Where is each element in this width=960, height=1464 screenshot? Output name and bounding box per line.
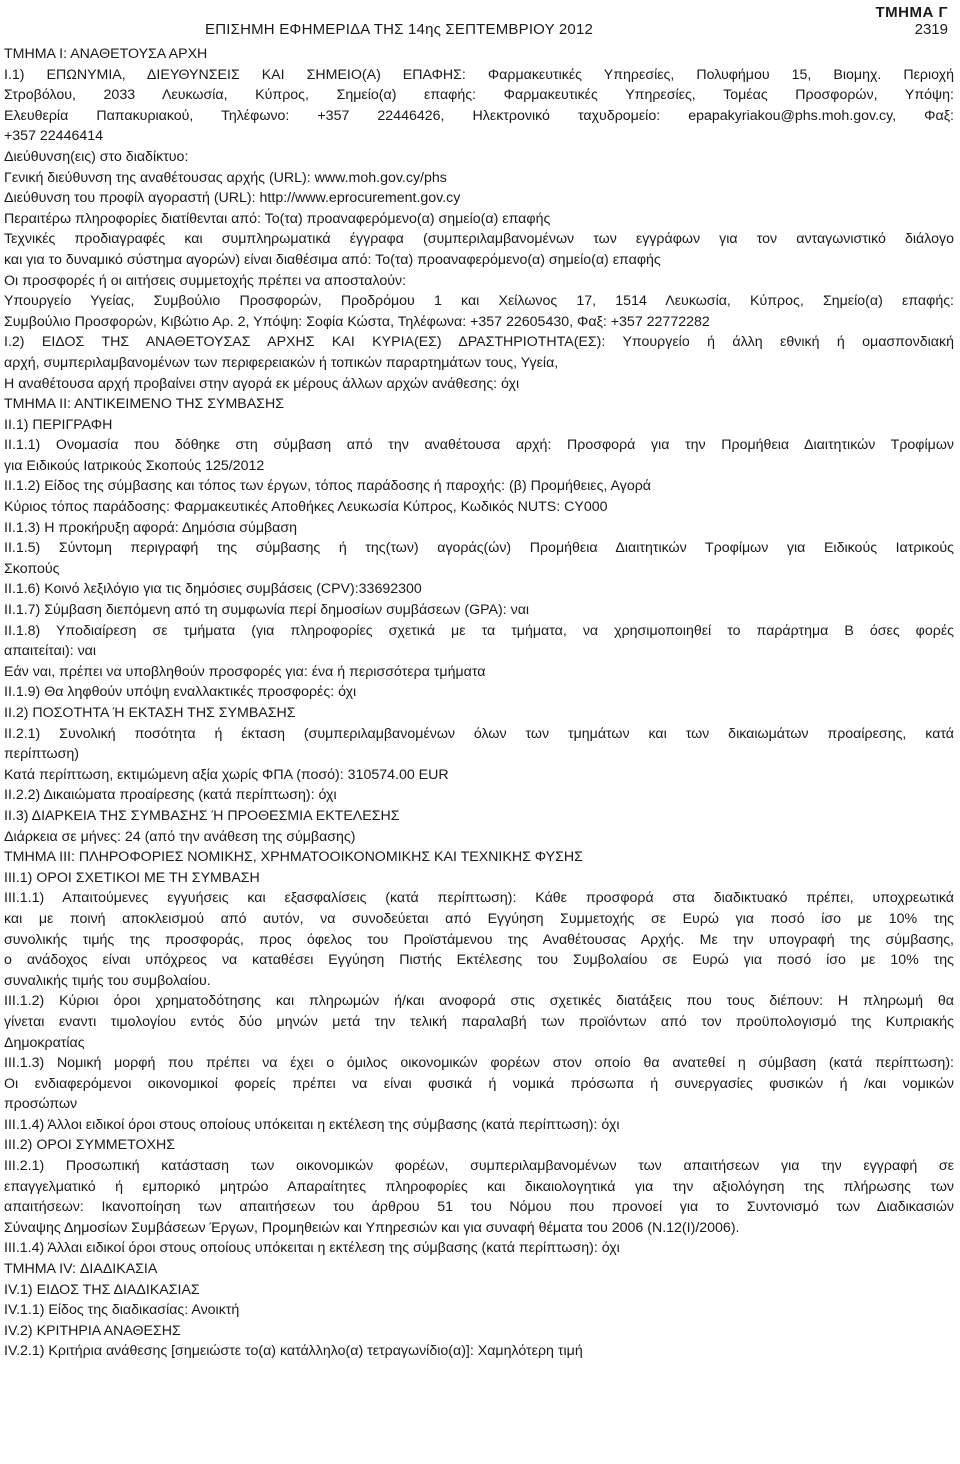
text-line: ΙΙΙ.1.3) Νομική μορφή που πρέπει να έχει ο όμιλος οικονομικών φορέων στον οποίο θα ανατεθεί η σύμβαση (κατά περίπτωση): bbox=[4, 1055, 954, 1072]
text-line: ΙΙΙ.1.4) Άλλαι ειδικοί όροι στους οποίους υπόκειται η εκτέλεση της σύμβασης (κατά περίπτωση): όχι bbox=[4, 1240, 620, 1257]
text-line: Διάρκεια σε μήνες: 24 (από την ανάθεση της σύμβασης) bbox=[4, 828, 356, 845]
text-line: ΙΙ.1) ΠΕΡΙΓΡΑΦΗ bbox=[4, 416, 113, 433]
text-line: ΤΜΗΜΑ ΙΙ: ΑΝΤΙΚΕΙΜΕΝΟ ΤΗΣ ΣΥΜΒΑΣΗΣ bbox=[4, 396, 284, 413]
text-line: και για το δυναμικό σύστημα αγορών) είναι διαθέσιμα από: Το(τα) προαναφερόμενο(α) σημείο(α) επαφής bbox=[4, 251, 661, 268]
text-line: ΤΜΗΜΑ Ι: ΑΝΑΘΕΤΟΥΣΑ ΑΡΧΗ bbox=[4, 46, 208, 62]
text-line: ο ανάδοχος είναι υπόχρεος να καταθέσει Εγγύηση Πιστής Εκτέλεσης του Συμβολαίου σε Ευρώ για ποσό ίσο με 10% της bbox=[4, 952, 954, 969]
gazette-title: ΕΠΙΣΗΜΗ ΕΦΗΜΕΡΙΔΑ ΤΗΣ 14ης ΣΕΠΤΕΜΒΡΙΟΥ 2012 bbox=[205, 21, 594, 38]
text-line: ΙΙ.3) ΔΙΑΡΚΕΙΑ ΤΗΣ ΣΥΜΒΑΣΗΣ Ή ΠΡΟΘΕΣΜΙΑ ΕΚΤΕΛΕΣΗΣ bbox=[4, 807, 400, 824]
text-line: γίνεται εναντι τιμολογίου εντός δύο μηνών μετά την τελική παραλαβή των προϊόντων από τον προϋπολογισμό της Κυπριακής bbox=[4, 1013, 954, 1030]
text-line: και με ποινή αποκλεισμού από αυτόν, να συνοδεύεται από Εγγύηση Συμμετοχής σε Ευρώ για ποσό ίσο με 10% της bbox=[4, 910, 954, 927]
text-line: ΙΙ.2) ΠΟΣΟΤΗΤΑ Ή ΕΚΤΑΣΗ ΤΗΣ ΣΥΜΒΑΣΗΣ bbox=[4, 705, 296, 721]
text-line: IV.2.1) Κριτήρια ανάθεσης [σημειώστε το(α) κατάλληλο(α) τετραγωνίδιο(α)]: Χαμηλότερη τιμή bbox=[4, 1343, 583, 1360]
text-line: Ι.2) ΕΙΔΟΣ ΤΗΣ ΑΝΑΘΕΤΟΥΣΑΣ ΑΡΧΗΣ ΚΑΙ ΚΥΡΙΑ(ΕΣ) ΔΡΑΣΤΗΡΙΟΤΗΤΑ(ΕΣ): Υπουργείο ή άλλη εθνική ή ομασπονδιακή bbox=[4, 334, 954, 351]
text-line: Συμβούλιο Προσφορών, Κιβώτιο Αρ. 2, Υπόψη: Σοφία Κώστα, Τηλέφωνα: +357 22605430, Φαξ: +357 22772282 bbox=[4, 313, 710, 330]
text-line: Διεύθυνση(εις) στο διαδίκτυο: bbox=[4, 148, 189, 165]
text-line: Η αναθέτουσα αρχή προβαίνει στην αγορά εκ μέρους άλλων αρχών ανάθεσης: όχι bbox=[4, 375, 520, 392]
text-line: Κατά περίπτωση, εκτιμώμενη αξία χωρίς ΦΠΑ (ποσό): 310574.00 EUR bbox=[4, 766, 449, 783]
text-line: ΙΙ.2.1) Συνολική ποσότητα ή έκταση (συμπεριλαμβανομένων όλων των τμημάτων και των δικαιωμάτων προαίρεσης, κατά bbox=[4, 725, 954, 742]
text-line: ΙΙ.1.3) Η προκήρυξη αφορά: Δημόσια σύμβαση bbox=[4, 519, 297, 536]
text-line: IV.1) ΕΙΔΟΣ ΤΗΣ ΔΙΑΔΙΚΑΣΙΑΣ bbox=[4, 1281, 200, 1298]
text-line: ΙΙΙ.2) ΟΡΟΙ ΣΥΜΜΕΤΟΧΗΣ bbox=[4, 1137, 175, 1154]
page-header bbox=[0, 0, 960, 42]
text-line: ΙΙΙ.1) ΟΡΟΙ ΣΧΕΤΙΚΟΙ ΜΕ ΤΗ ΣΥΜΒΑΣΗ bbox=[4, 869, 260, 886]
text-line: επαγγελματικό ή εμπορικό μητρώο Απαραίτητες πληροφορίες και δικαιολογητικά για την αξιολόγηση της πλήρωσης των bbox=[4, 1178, 954, 1195]
text-line: Υπουργείο Υγείας, Συμβούλιο Προσφορών, Προδρόμου 1 και Χείλωνος 17, 1514 Λευκωσία, Κύπρος, Σημείο(α) επαφής: bbox=[4, 293, 954, 310]
text-line: ΙΙ.1.7) Σύμβαση διεπόμενη από τη συμφωνία περί δημοσίων συμβάσεων (GPA): ναι bbox=[4, 602, 530, 619]
text-line: IV.2) ΚΡΙΤΗΡΙΑ ΑΝΑΘΕΣΗΣ bbox=[4, 1322, 181, 1339]
text-line: Στροβόλου, 2033 Λευκωσία, Κύπρος, Σημείο(α) επαφής: Φαρμακευτικές Υπηρεσίες, Τομέας Προσφορών, Υπόψη: bbox=[4, 87, 954, 104]
text-line: ΤΜΗΜΑ IV: ΔΙΑΔΙΚΑΣΙΑ bbox=[4, 1261, 158, 1278]
text-line: Τεχνικές προδιαγραφές και συμπληρωματικά έγγραφα (συμπεριλαμβανομένων των εγγράφων για τον ανταγωνιστικό διάλογο bbox=[4, 231, 954, 248]
text-line: Οι προσφορές ή οι αιτήσεις συμμετοχής πρέπει να αποσταλούν: bbox=[4, 272, 407, 289]
text-line: περίπτωση) bbox=[4, 746, 79, 763]
text-line: ΙΙΙ.1.2) Κύριοι όροι χρηματοδότησης και πληρωμών ή/και ανοφορά στις σχετικές διατάξεις που τους διέπουν: Η πληρωμή θα bbox=[4, 993, 954, 1010]
text-line: Ελευθερία Παπακυριακού, Τηλέφωνο: +357 22446426, Ηλεκτρονικό ταχυδρομείο: epapakyriakou@phs.moh.gov.cy, Φαξ: bbox=[4, 107, 954, 124]
text-line: ΙΙ.2.2) Δικαιώματα προαίρεσης (κατά περίπτωση): όχι bbox=[4, 787, 337, 804]
text-line: ΙΙΙ.2.1) Προσωπική κατάσταση των οικονομικών φορέων, συμπεριλαμβανομένων των απαιτήσεων για την εγγραφή σε bbox=[4, 1158, 954, 1175]
text-line: IV.1.1) Είδος της διαδικασίας: Ανοικτή bbox=[4, 1302, 240, 1319]
text-line: προσώπων bbox=[4, 1096, 78, 1113]
text-line: ΤΜΗΜΑ ΙΙΙ: ΠΛΗΡΟΦΟΡΙΕΣ ΝΟΜΙΚΗΣ, ΧΡΗΜΑΤΟΟΙΚΟΝΟΜΙΚΗΣ ΚΑΙ ΤΕΧΝΙΚΗΣ ΦΥΣΗΣ bbox=[4, 849, 583, 866]
page-number: 2319 bbox=[914, 21, 948, 38]
text-line: για Ειδικούς Ιατρικούς Σκοπούς 125/2012 bbox=[4, 457, 265, 474]
text-line: συναλικής τιμής του συμβολαίου. bbox=[4, 972, 211, 989]
text-line: ΙΙ.1.5) Σύντομη περιγραφή της σύμβασης ή της(των) αγοράς(ών) Προμήθεια Διαιτητικών Τροφίμων για Ειδικούς Ιατρικούς bbox=[4, 540, 954, 557]
text-line: Περαιτέρω πληροφορίες διατίθενται από: Το(τα) προαναφερόμενο(α) σημείο(α) επαφής bbox=[4, 210, 551, 227]
text-line: Οι ενδιαφερόμενοι οικονομικοί φορείς πρέπει να είναι φυσικά ή νομικά πρόσωπα ή συνεργασίες φυσικών ή /και νομικών bbox=[4, 1075, 954, 1092]
text-line: Διεύθυνση του προφίλ αγοραστή (URL): http://www.eprocurement.gov.cy bbox=[4, 190, 461, 207]
text-line: Εάν ναι, πρέπει να υποβληθούν προσφορές για: ένα ή περισσότερα τμήματα bbox=[4, 663, 486, 680]
text-line: ΙΙΙ.1.4) Άλλοι ειδικοί όροι στους οποίους υπόκειται η εκτέλεση της σύμβασης (κατά περίπτωση): όχι bbox=[4, 1116, 620, 1133]
text-line: Σκοπούς bbox=[4, 560, 60, 577]
text-line: ΙΙΙ.1.1) Απαιτούμενες εγγυήσεις και εξασφαλίσεις (κατά περίπτωση): Κάθε προσφορά στα διαδικτυακό πρέπει, υποχρεωτικά bbox=[4, 890, 954, 907]
text-line: αρχή, συμπεριλαμβανομένων των περιφερειακών ή τοπικών παραρτημάτων τους, Υγεία, bbox=[4, 354, 559, 371]
text-line: +357 22446414 bbox=[4, 128, 104, 145]
text-line: ΙΙ.1.8) Υποδιαίρεση σε τμήματα (για πληροφορίες σχετικά με τα τμήματα, να χρησιμοποιηθεί το παράρτημα Β όσες φορές bbox=[4, 622, 954, 639]
text-line: ΙΙ.1.9) Θα ληφθούν υπόψη εναλλακτικές προσφορές: όχι bbox=[4, 684, 357, 701]
text-line: ΙΙ.1.1) Ονομασία που δόθηκε στη σύμβαση από την αναθέτουσα αρχή: Προσφορά για την Προμήθεια Διαιτητικών Τροφίμων bbox=[4, 437, 954, 454]
text-line: Ι.1) ΕΠΩΝΥΜΙΑ, ΔΙΕΥΘΥΝΣΕΙΣ ΚΑΙ ΣΗΜΕΙΟ(Α) ΕΠΑΦΗΣ: Φαρμακευτικές Υπηρεσίες, Πολυφήμου 15, Βιομηχ. Περιοχή bbox=[4, 66, 954, 83]
section-title: ΤΜΗΜΑ Γ bbox=[875, 4, 948, 21]
document-body bbox=[4, 44, 954, 1362]
text-line: απαιτήσεων: Ικανοποίηση των απαιτήσεων του άρθρου 51 του Νόμου που προνοεί για το Συντονισμό των Διαδικασιών bbox=[4, 1199, 954, 1216]
text-line: ΙΙ.1.6) Κοινό λεξιλόγιο για τις δημόσιες συμβάσεις (CPV):33692300 bbox=[4, 581, 422, 598]
text-line: απαιτείται): ναι bbox=[4, 643, 97, 660]
text-line: Σύναψης Δημοσίων Συμβάσεων Έργων, Προμηθειών και Υπηρεσιών και για συναφή θέματα του 2006 (Ν.12(Ι)/2006). bbox=[4, 1219, 740, 1236]
text-line: Δημοκρατίας bbox=[4, 1034, 85, 1051]
text-line: συνολικής τιμής της προσφοράς, προς όφελος του Προϊστάμενου της Αναθέτουσας Αρχής. Με την υπογραφή της σύμβασης, bbox=[4, 931, 954, 948]
text-line: Γενική διεύθυνση της αναθέτουσας αρχής (URL): www.moh.gov.cy/phs bbox=[4, 169, 447, 186]
text-line: Κύριος τόπος παράδοσης: Φαρμακευτικές Αποθήκες Λευκωσία Κύπρος, Κωδικός NUTS: CY000 bbox=[4, 499, 608, 516]
text-line: ΙΙ.1.2) Είδος της σύμβασης και τόπος των έργων, τόπος παράδοσης ή παροχής: (β) Προμήθειες, Αγορά bbox=[4, 478, 651, 495]
